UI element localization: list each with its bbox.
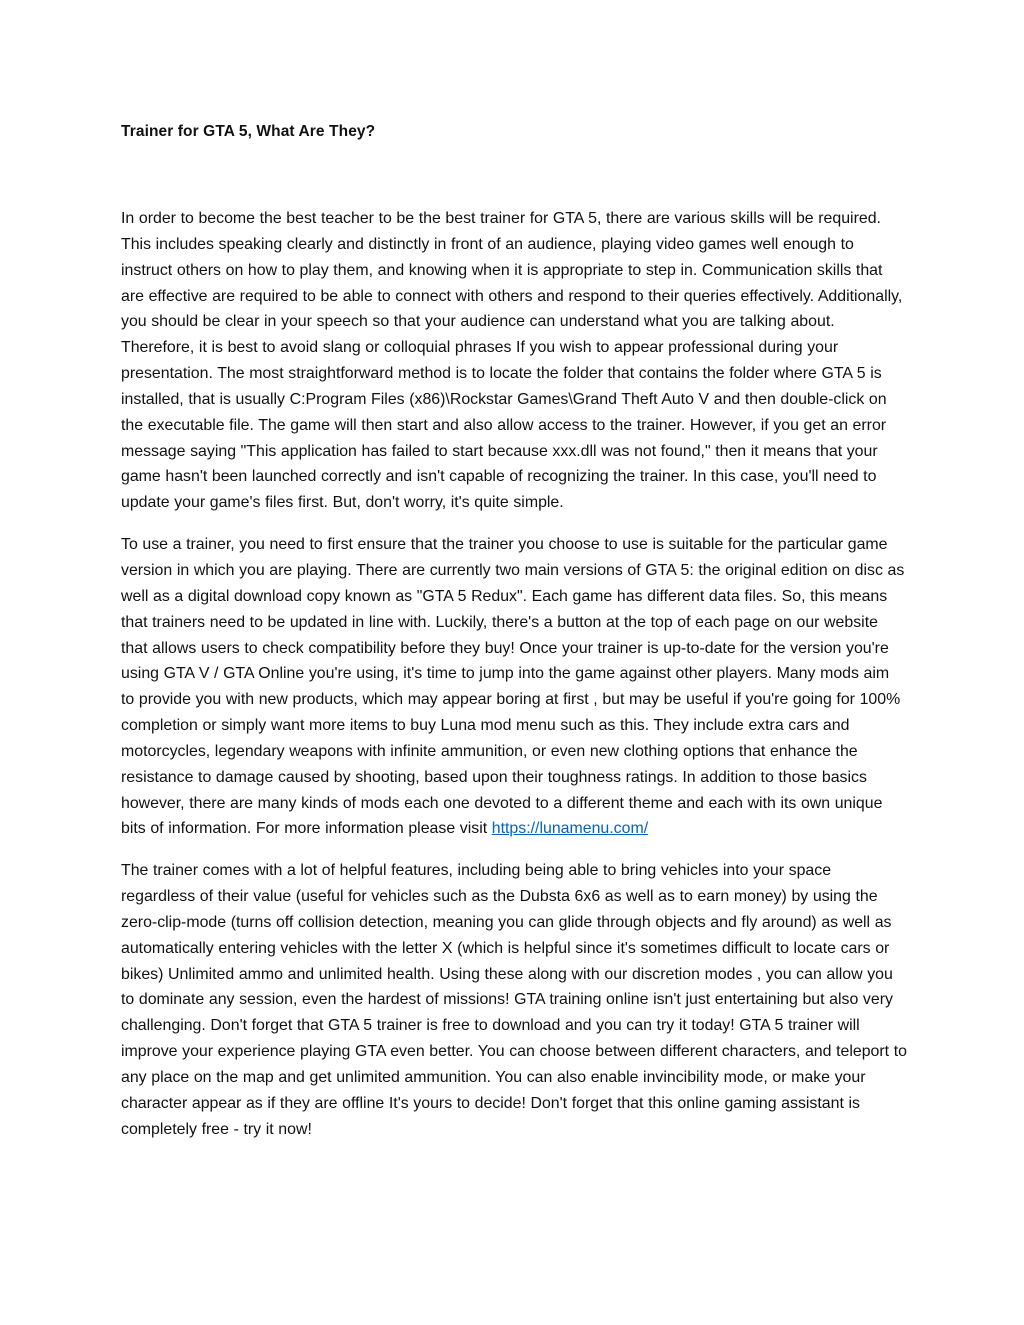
- paragraph-2: [121, 532, 907, 842]
- paragraph-2-text: To use a trainer, you need to first ensure that the trainer you choose to use is suitable for the particular game version in which you are playing. There are currently two main versions of GTA 5: the original edition on disc as well as a digital download copy known as "GTA 5 Redux". Each game has different data files. So, this means that trainers need to be updated in line with. Luckily, there's a button at the top of each page on our website that allows users to check compatibility before they buy! Once your trainer is up-to-date for the version you're using GTA V / GTA Online you're using, it's time to jump into the game against other players. Many mods aim to provide you with new products, which may appear boring at first , but may be useful if you're going for 100% completion or simply want more items to buy Luna mod menu such as this. They include extra cars and motorcycles, legendary weapons with infinite ammunition, or even new clothing options that enhance the resistance to damage caused by shooting, based upon their toughness ratings. In addition to those basics however, there are many kinds of mods each one devoted to a different theme and each with its own unique bits of information. For more information please visit: [121, 536, 905, 838]
- lunamenu-link[interactable]: https://lunamenu.com/: [491, 820, 649, 838]
- paragraph-3: The trainer comes with a lot of helpful features, including being able to bring vehicles into your space regardless of their value (useful for vehicles such as the Dubsta 6x6 as well as to earn money) by using the zero-clip-mode (turns off collision detection, meaning you can glide through objects and fly around) as well as automatically entering vehicles with the letter X (which is helpful since it's sometimes difficult to locate cars or bikes) Unlimited ammo and unlimited health. Using these along with our discretion modes , you can allow you to dominate any session, even the hardest of missions! GTA training online isn't just entertaining but also very challenging. Don't forget that GTA 5 trainer is free to download and you can try it today! GTA 5 trainer will improve your experience playing GTA even better. You can choose between different characters, and teleport to any place on the map and get unlimited ammunition. You can also enable invincibility mode, or make your character appear as if they are offline It's yours to decide! Don't forget that this online gaming assistant is completely free - try it now!: [121, 862, 907, 1138]
- document-body: [121, 121, 907, 1143]
- document-title: Trainer for GTA 5, What Are They?: [121, 123, 376, 140]
- paragraph-1: In order to become the best teacher to be the best trainer for GTA 5, there are various skills will be required. This includes speaking clearly and distinctly in front of an audience, playing video games well enough to instruct others on how to play them, and knowing when it is appropriate to step in. Communication skills that are effective are required to be able to connect with others and respond to their queries effectively. Additionally, you should be clear in your speech so that your audience can understand what you are talking about. Therefore, it is best to avoid slang or colloquial phrases If you wish to appear professional during your presentation. The most straightforward method is to locate the folder that contains the folder where GTA 5 is installed, that is usually C:Program Files (x86)\Rockstar Games\Grand Theft Auto V and then double-click on the executable file. The game will then start and also allow access to the trainer. However, if you get an error message saying "This application has failed to start because xxx.dll was not found," then it means that your game hasn't been launched correctly and isn't capable of recognizing the trainer. In this case, you'll need to update your game's files first. But, don't worry, it's quite simple.: [121, 210, 903, 512]
